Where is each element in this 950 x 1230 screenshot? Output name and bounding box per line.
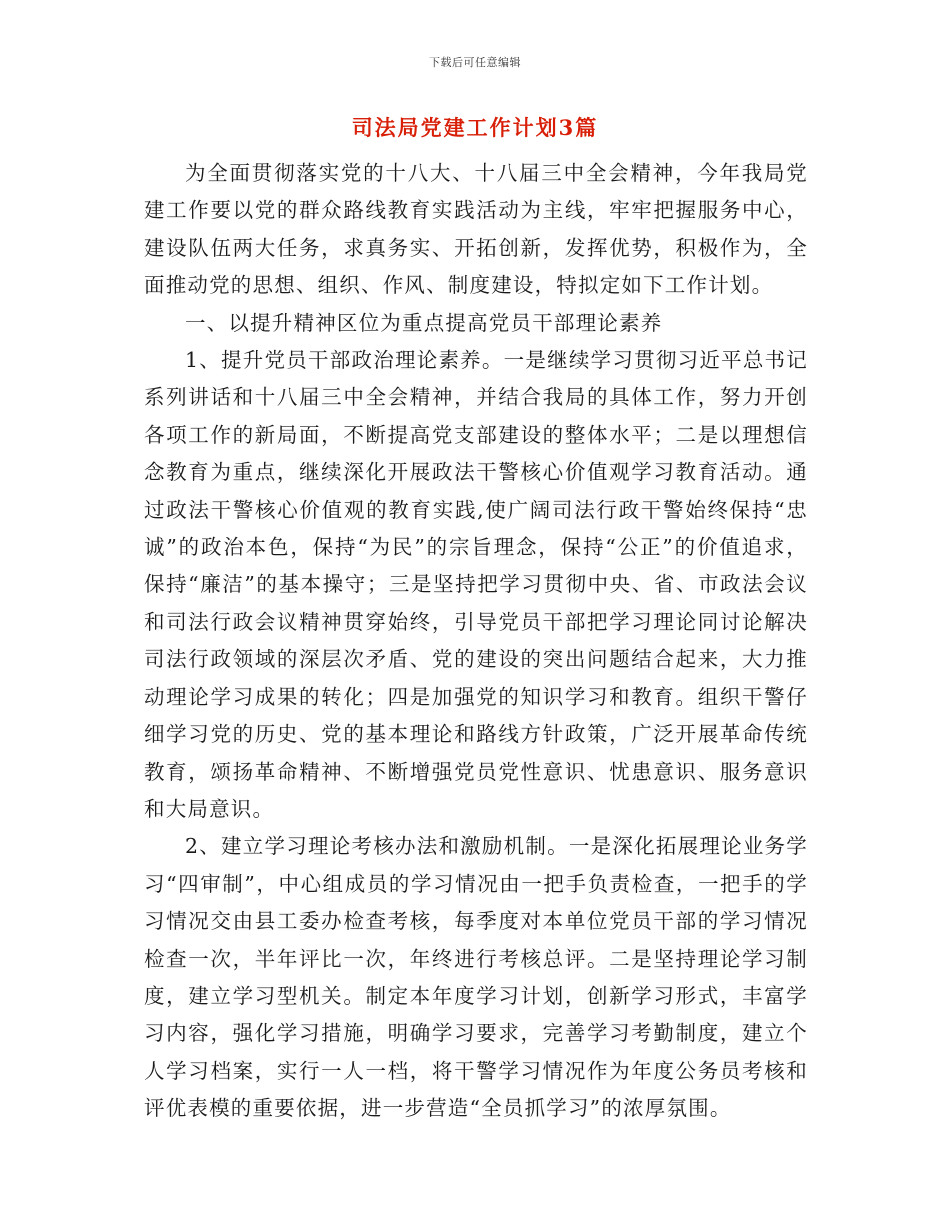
header-note: 下载后可任意编辑 <box>429 56 521 69</box>
paragraph-intro: 为全面贯彻落实党的十八大、十八届三中全会精神，今年我局党建工作要以党的群众路线教育实践活动为主线，牢牢把握服务中心，建设队伍两大任务，求真务实、开拓创新，发挥优势，积极作为，全面推动党的思想、组织、作风、制度建设，特拟定如下工作计划。 <box>144 161 808 298</box>
document-title: 司法局党建工作计划3篇 <box>351 115 599 140</box>
paragraph-item-2: 2、建立学习理论考核办法和激励机制。一是深化拓展理论业务学习“四审制”，中心组成员的学习情况由一把手负责检查，一把手的学习情况交由县工委办检查考核，每季度对本单位党员干部的学习情况检查一次，半年评比一次，年终进行考核总评。二是坚持理论学习制度，建立学习型机关。制定本年度学习计划，创新学习形式，丰富学习内容，强化学习措施，明确学习要求，完善学习考勤制度，建立个人学习档案，实行一人一档，将干警学习情况作为年度公务员考核和评优表模的重要依据，进一步营造“全员抓学习”的浓厚氛围。 <box>144 834 808 1121</box>
paragraph-item-1: 1、提升党员干部政治理论素养。一是继续学习贯彻习近平总书记系列讲话和十八届三中全会精神，并结合我局的具体工作，努力开创各项工作的新局面，不断提高党支部建设的整体水平；二是以理想信念教育为重点，继续深化开展政法干警核心价值观学习教育活动。通过政法干警核心价值观的教育实践,使广阔司法行政干警始终保持“忠诚”的政治本色，保持“为民”的宗旨理念，保持“公正”的价值追求，保持“廉洁”的基本操守；三是坚持把学习贯彻中央、省、市政法会议和司法行政会议精神贯穿始终，引导党员干部把学习理论同讨论解决司法行政领域的深层次矛盾、党的建设的突出问题结合起来，大力推动理论学习成果的转化；四是加强党的知识学习和教育。组织干警仔细学习党的历史、党的基本理论和路线方针政策，广泛开展革命传统教育，颂扬革命精神、不断增强党员党性意识、忧患意识、服务意识和大局意识。 <box>144 348 808 821</box>
section-heading: 一、以提升精神区位为重点提高党员干部理论素养 <box>185 310 663 335</box>
document-body <box>144 155 808 1128</box>
